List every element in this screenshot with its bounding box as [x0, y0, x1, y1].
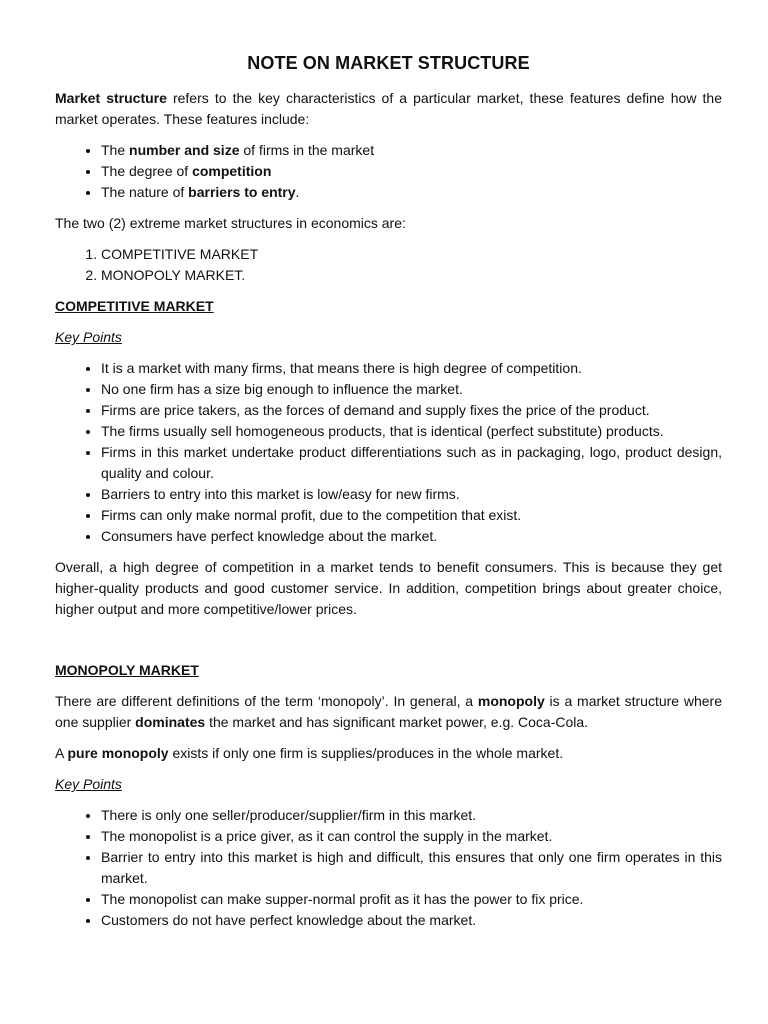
- item-bold: barriers to entry: [188, 184, 296, 200]
- item-text: The nature of: [101, 184, 189, 200]
- def-text: There are different definitions of the term ‘monopoly’. In general, a: [55, 693, 478, 709]
- list-item: • The firms usually sell homogeneous products, that is identical (perfect substitute) products.: [101, 421, 722, 442]
- section-spacer: [55, 630, 722, 660]
- list-item: • It is a market with many firms, that means there is high degree of competition.: [101, 358, 722, 379]
- document-body: [55, 51, 722, 941]
- def-bold: monopoly: [477, 693, 545, 709]
- list-item: • Firms are price takers, as the forces of demand and supply fixes the price of the product.: [101, 400, 722, 421]
- item-text: .: [295, 184, 300, 200]
- intro-term: Market structure: [55, 90, 167, 106]
- list-item: [101, 140, 722, 161]
- def-bold: dominates: [135, 714, 206, 730]
- intro-paragraph: [55, 88, 722, 130]
- competitive-summary: Overall, a high degree of competition in a market tends to benefit consumers. This is because they get higher-quality products and good customer service. In addition, competition brings about greater choice, higher output and more competitive/lower prices.: [55, 559, 722, 617]
- extremes-list: [55, 244, 722, 286]
- list-item: [101, 161, 722, 182]
- competitive-points-list: [55, 358, 722, 547]
- monopoly-definition: [55, 691, 722, 733]
- item-text: of firms in the market: [239, 142, 375, 158]
- item-text: The degree of: [101, 163, 193, 179]
- list-item: • Customers do not have perfect knowledge about the market.: [101, 910, 722, 931]
- list-item: • The monopolist is a price giver, as it can control the supply in the market.: [101, 826, 722, 847]
- list-item: 1. COMPETITIVE MARKET: [101, 244, 722, 265]
- pure-monopoly-paragraph: [55, 743, 722, 764]
- list-item: • Firms can only make normal profit, due to the competition that exist.: [101, 505, 722, 526]
- list-item: • Consumers have perfect knowledge about the market.: [101, 526, 722, 547]
- pure-text: A: [55, 745, 68, 761]
- list-item: • Barriers to entry into this market is low/easy for new firms.: [101, 484, 722, 505]
- list-item: • No one firm has a size big enough to influence the market.: [101, 379, 722, 400]
- item-text: The: [101, 142, 130, 158]
- list-item: • Firms in this market undertake product differentiations such as in packaging, logo, product design, quality and colour.: [101, 442, 722, 484]
- item-bold: number and size: [129, 142, 240, 158]
- list-item: 2. MONOPOLY MARKET.: [101, 265, 722, 286]
- def-text: is a market structure where one supplier: [55, 693, 722, 730]
- def-text: the market and has significant market power, e.g. Coca-Cola.: [205, 714, 589, 730]
- item-bold: competition: [192, 163, 272, 179]
- list-item: • The monopolist can make supper-normal profit as it has the power to fix price.: [101, 889, 722, 910]
- list-item: [101, 182, 722, 203]
- competitive-key-points-label: Key Points: [55, 329, 122, 345]
- monopoly-points-list: [55, 805, 722, 931]
- pure-bold: pure monopoly: [67, 745, 169, 761]
- intro-text: refers to the key characteristics of a particular market, these features define how the market operates. These features include:: [55, 90, 722, 127]
- monopoly-key-points-label: Key Points: [55, 776, 122, 792]
- list-item: • There is only one seller/producer/supplier/firm in this market.: [101, 805, 722, 826]
- extremes-intro: The two (2) extreme market structures in economics are:: [55, 215, 406, 231]
- pure-text: exists if only one firm is supplies/produces in the whole market.: [168, 745, 564, 761]
- list-item: • Barrier to entry into this market is high and difficult, this ensures that only one firm operates in this market.: [101, 847, 722, 889]
- page-title: NOTE ON MARKET STRUCTURE: [247, 53, 530, 73]
- features-list: [55, 140, 722, 203]
- competitive-heading: COMPETITIVE MARKET: [55, 298, 214, 314]
- monopoly-heading: MONOPOLY MARKET: [55, 662, 199, 678]
